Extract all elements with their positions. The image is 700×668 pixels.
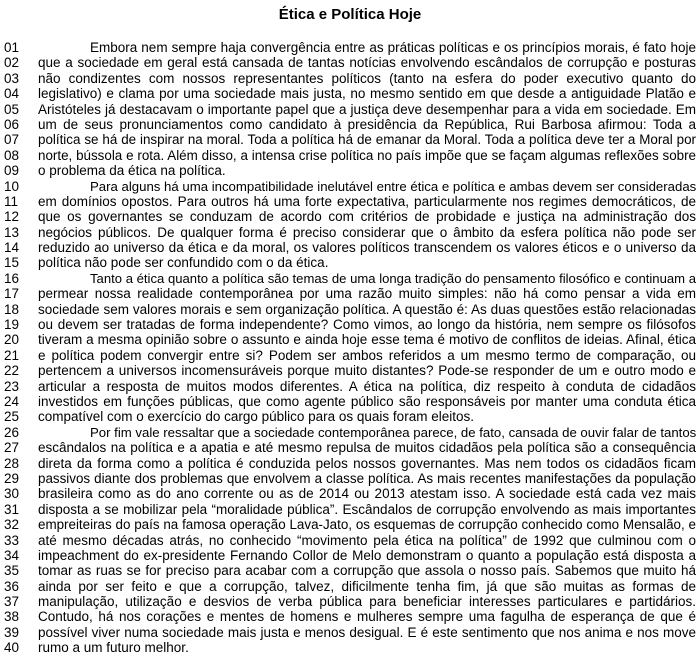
- text-line: [0, 609, 700, 624]
- text-line: [0, 563, 700, 578]
- line-text: sociedade sem valores morais e sem organização política. A questão é: As duas questões estão relacionadas: [38, 301, 696, 317]
- line-number: 10: [4, 178, 20, 194]
- text-line: [0, 132, 700, 147]
- line-text: um de seus pronunciamentos como candidato à presidência da República, Rui Barbosa afirmou: Toda a: [38, 116, 696, 132]
- line-text: empreiteiras do país na famosa operação Lava-Jato, os esquemas de corrupção conhecido como Mensalão, e: [38, 517, 696, 533]
- line-number: 16: [4, 270, 20, 286]
- line-text: compatível com o exercício do cargo público para os quais foram eleitos.: [38, 409, 474, 425]
- line-text: política não pode ser confundido com o da ética.: [38, 255, 329, 271]
- text-line: [0, 579, 700, 594]
- line-number: 35: [4, 563, 20, 579]
- line-number: 21: [4, 347, 20, 363]
- line-text: disposta a se mobilizar pela “moralidade pública”. Escândalos de corrupção envolvendo as mais importantes: [38, 501, 696, 517]
- document-title: Ética e Política Hoje: [278, 6, 422, 23]
- text-line: [0, 40, 700, 55]
- text-line: [0, 625, 700, 640]
- line-number: 37: [4, 594, 20, 610]
- line-text: que os governantes se conduzam de acordo com critérios de probidade e justiça na administração dos: [38, 209, 696, 225]
- text-line: [0, 102, 700, 117]
- line-number: 34: [4, 547, 20, 563]
- line-text: pertencem a universos incomensuráveis porque muito distantes? Pode-se responder de um e outro modo e: [38, 363, 696, 379]
- line-number: 22: [4, 363, 20, 379]
- line-number: 13: [4, 224, 20, 240]
- line-text: tomar as ruas se for preciso para acabar com a corrupção que assola o nosso país. Sabemos que muito há: [38, 563, 696, 579]
- line-number: 12: [4, 209, 20, 225]
- text-line: [0, 594, 700, 609]
- line-number: 02: [4, 55, 20, 71]
- line-number: 11: [4, 193, 19, 209]
- line-number: 23: [4, 378, 20, 394]
- text-line: [0, 271, 700, 286]
- line-text: política se há de inspirar na moral. Toda a política há de emanar da Moral. Toda a política deve ter a Moral por: [38, 132, 696, 148]
- line-text: possível viver numa sociedade mais justa e menos desigual. E é este sentimento que nos anima e nos move: [38, 624, 696, 640]
- line-number: 26: [4, 424, 20, 440]
- text-line: [0, 71, 700, 86]
- line-text: não condizentes com nossos representantes políticos (tanto na esfera do poder executivo quanto do: [38, 70, 696, 86]
- line-number: 36: [4, 578, 20, 594]
- text-line: [0, 348, 700, 363]
- numbered-text-body: [0, 40, 700, 656]
- text-line: [0, 148, 700, 163]
- text-line: [0, 440, 700, 455]
- line-text: tiveram a mesma opinião sobre o assunto e ainda hoje esse tema é motivo de conflitos de ideias. Afinal, ética: [38, 332, 696, 348]
- text-line: [0, 379, 700, 394]
- line-text: negócios públicos. De qualquer forma é preciso considerar que o âmbito da esfera política não pode ser: [38, 224, 696, 240]
- line-text: e política podem convergir entre si? Podem ser ambos referidos a um mesmo termo de comparação, ou: [38, 347, 696, 363]
- text-line: [0, 502, 700, 517]
- line-number: 29: [4, 470, 20, 486]
- text-line: [0, 317, 700, 332]
- line-number: 06: [4, 116, 20, 132]
- text-line: [0, 456, 700, 471]
- text-line: [0, 363, 700, 378]
- text-line: [0, 286, 700, 301]
- line-number: 33: [4, 532, 20, 548]
- line-text: ou devem ser tratadas de forma independente? Como vimos, ao longo da história, nem sempre os filósofos: [38, 317, 696, 333]
- text-line: [0, 179, 700, 194]
- line-number: 04: [4, 86, 20, 102]
- text-line: [0, 163, 700, 178]
- line-number: 32: [4, 517, 20, 533]
- text-line: [0, 302, 700, 317]
- line-number: 15: [4, 255, 20, 271]
- line-text: direta da forma como a política é conduzida pelos nossos governantes. Mas nem todos os cidadãos ficam: [38, 455, 696, 471]
- line-text: o problema da ética na política.: [38, 163, 226, 179]
- line-text: manipulação, utilização e desvios de verba pública para beneficiar interesses particulares e partidários.: [38, 594, 696, 610]
- line-number: 28: [4, 455, 20, 471]
- line-number: 05: [4, 101, 20, 117]
- line-text: reduzido ao universo da ética e da moral, os valores políticos transcendem os valores éticos e o universo da: [38, 240, 696, 256]
- line-text: escândalos na política e a apatia e até mesmo repulsa de muitos cidadãos pela política são a consequência: [38, 440, 696, 456]
- text-line: [0, 117, 700, 132]
- line-number: 19: [4, 317, 20, 333]
- line-number: 30: [4, 486, 20, 502]
- text-line: [0, 240, 700, 255]
- line-number: 17: [4, 286, 20, 302]
- line-text: rumo a um futuro melhor.: [38, 640, 189, 656]
- line-number: 18: [4, 301, 20, 317]
- line-text: investidos em funções públicas, que como agente público são responsáveis por manter uma conduta ética: [38, 393, 696, 409]
- text-line: [0, 548, 700, 563]
- line-text: impeachment do ex-presidente Fernando Collor de Melo demonstram o quanto a população está disposta a: [38, 547, 696, 563]
- line-text: legislativo) e clama por uma sociedade mais justa, no mesmo sentido em que desde a antiguidade Platão e: [38, 86, 696, 102]
- line-text: passivos diante dos problemas que envolvem a classe política. As mais recentes manifestações da população: [38, 470, 696, 486]
- text-line: [0, 332, 700, 347]
- line-number: 38: [4, 609, 20, 625]
- line-text: Contudo, há nos corações e mentes de homens e mulheres sempre uma fagulha de esperança de que é: [38, 609, 696, 625]
- line-text: até mesmo décadas atrás, no conhecido “movimento pela ética na política” de 1992 que culminou com o: [38, 532, 696, 548]
- text-line: [0, 533, 700, 548]
- line-text: em domínios opostos. Para outros há uma forte expectativa, particularmente nos regimes democráticos, de: [38, 193, 696, 209]
- text-line: [0, 640, 700, 655]
- text-line: [0, 517, 700, 532]
- line-text: Por fim vale ressaltar que a sociedade contemporânea parece, de fato, cansada de ouvir falar de tantos: [90, 424, 696, 440]
- text-line: [0, 255, 700, 270]
- line-number: 08: [4, 147, 20, 163]
- text-line: [0, 209, 700, 224]
- line-text: norte, bússola e rota. Além disso, a intensa crise política no país impõe que se façam algumas reflexões sobre: [38, 147, 696, 163]
- line-text: articular a resposta de muitos modos diferentes. A ética na política, diz respeito à conduta de cidadãos: [38, 378, 696, 394]
- text-line: [0, 409, 700, 424]
- line-number: 14: [4, 240, 20, 256]
- line-number: 31: [4, 501, 20, 517]
- line-number: 03: [4, 70, 20, 86]
- line-number: 40: [4, 640, 20, 656]
- line-text: ainda por ser feito e que a corrupção, talvez, dificilmente tenha fim, já que são muitas as formas de: [38, 578, 696, 594]
- line-number: 07: [4, 132, 20, 148]
- text-line: [0, 471, 700, 486]
- line-number: 20: [4, 332, 20, 348]
- line-text: brasileira como as do ano corrente ou as de 2014 ou 2013 atestam isso. A sociedade está cada vez mais: [38, 486, 696, 502]
- line-text: que a sociedade em geral está cansada de tantas notícias envolvendo escândalos de corrupção e posturas: [38, 55, 696, 71]
- line-number: 01: [4, 40, 20, 55]
- text-line: [0, 225, 700, 240]
- text-line: [0, 425, 700, 440]
- line-number: 39: [4, 624, 20, 640]
- line-number: 24: [4, 393, 20, 409]
- line-text: Aristóteles já destacavam o importante papel que a justiça deve desempenhar para a vida em sociedade. Em: [38, 101, 696, 117]
- line-text: Embora nem sempre haja convergência entre as práticas políticas e os princípios morais, é fato hoje: [90, 40, 696, 55]
- text-line: [0, 86, 700, 101]
- line-number: 27: [4, 440, 20, 456]
- text-line: [0, 486, 700, 501]
- line-number: 09: [4, 163, 20, 179]
- text-line: [0, 55, 700, 70]
- line-text: permear nossa realidade contemporânea por uma razão muito simples: não há como pensar a vida em: [38, 286, 696, 302]
- line-number: 25: [4, 409, 20, 425]
- text-line: [0, 194, 700, 209]
- line-text: Para alguns há uma incompatibilidade inelutável entre ética e política e ambas devem ser consideradas: [90, 178, 696, 194]
- text-line: [0, 394, 700, 409]
- line-text: Tanto a ética quanto a política são temas de uma longa tradição do pensamento filosófico e continuam a: [90, 270, 696, 286]
